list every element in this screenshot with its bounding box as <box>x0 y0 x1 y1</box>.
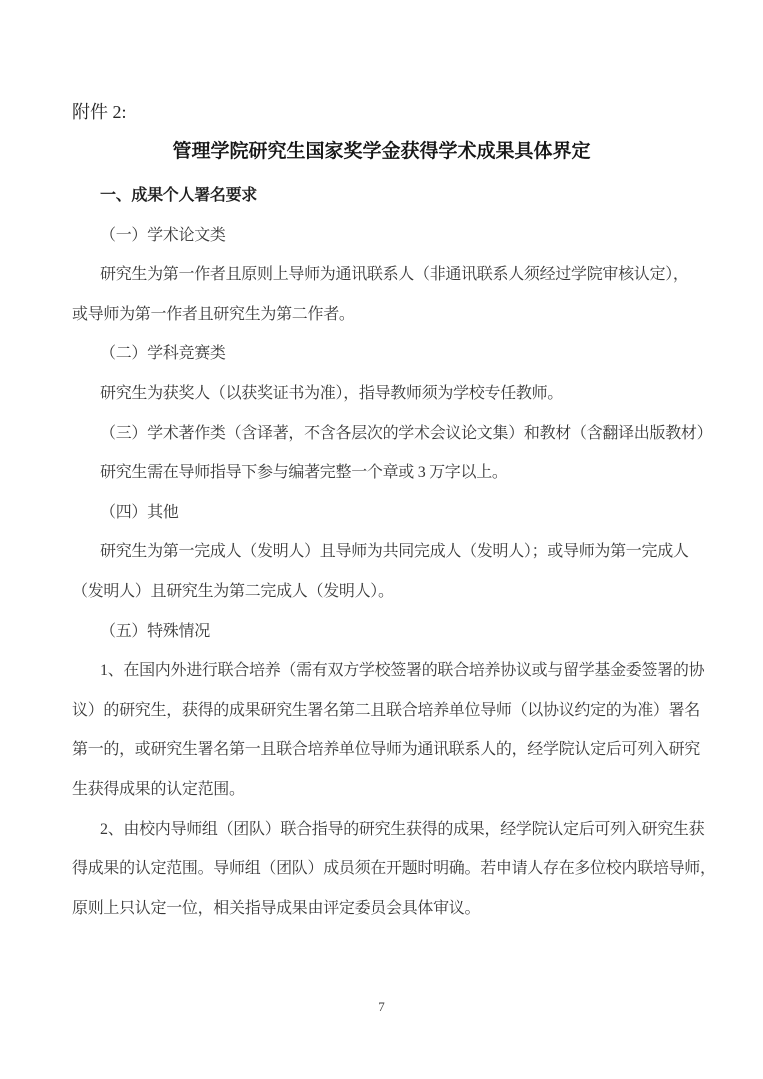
heading-signature-requirements: 一、成果个人署名要求 <box>100 187 258 204</box>
paragraph-line: 2、由校内导师组（团队）联合指导的研究生获得的成果，经学院认定后可列入研究生获 <box>100 820 705 838</box>
document-title: 管理学院研究生国家奖学金获得学术成果具体界定 <box>172 141 591 162</box>
paragraph-line: 生获得成果的认定范围。 <box>72 780 245 798</box>
page-number: 7 <box>378 999 385 1014</box>
paragraph-line: 研究生需在导师指导下参与编著完整一个章或 3 万字以上。 <box>100 464 508 482</box>
subheading-academic-works: （三）学术著作类（含译著，不含各层次的学术会议论文集）和教材（含翻译出版教材） <box>100 424 713 442</box>
paragraph-line: 研究生为第一完成人（发明人）且导师为共同完成人（发明人）；或导师为第一完成人 <box>100 543 689 561</box>
subheading-discipline-competitions: （二）学科竞赛类 <box>100 345 226 363</box>
paragraph-line: 研究生为获奖人（以获奖证书为准），指导教师须为学校专任教师。 <box>100 384 564 402</box>
attachment-label: 附件 2: <box>72 102 127 122</box>
paragraph-line: 1、在国内外进行联合培养（需有双方学校签署的联合培养协议或与留学基金委签署的协 <box>100 662 705 680</box>
subheading-academic-papers: （一）学术论文类 <box>100 226 226 244</box>
subheading-others: （四）其他 <box>100 503 179 521</box>
paragraph-line: 得成果的认定范围。导师组（团队）成员须在开题时明确。若申请人存在多位校内联培导师， <box>72 860 716 878</box>
paragraph-line: 第一的，或研究生署名第一且联合培养单位导师为通讯联系人的，经学院认定后可列入研究 <box>72 741 701 759</box>
paragraph-line: （发明人）且研究生为第二完成人（发明人）。 <box>72 582 394 600</box>
paragraph-line: 或导师为第一作者且研究生为第二作者。 <box>72 305 355 323</box>
subheading-special-cases: （五）特殊情况 <box>100 622 210 640</box>
paragraph-line: 研究生为第一作者且原则上导师为通讯联系人（非通讯联系人须经过学院审核认定）， <box>100 266 689 284</box>
paragraph-line: 议）的研究生，获得的成果研究生署名第二且联合培养单位导师（以协议约定的为准）署名 <box>72 701 701 719</box>
document-body <box>72 176 716 928</box>
paragraph-line: 原则上只认定一位，相关指导成果由评定委员会具体审议。 <box>72 899 481 917</box>
